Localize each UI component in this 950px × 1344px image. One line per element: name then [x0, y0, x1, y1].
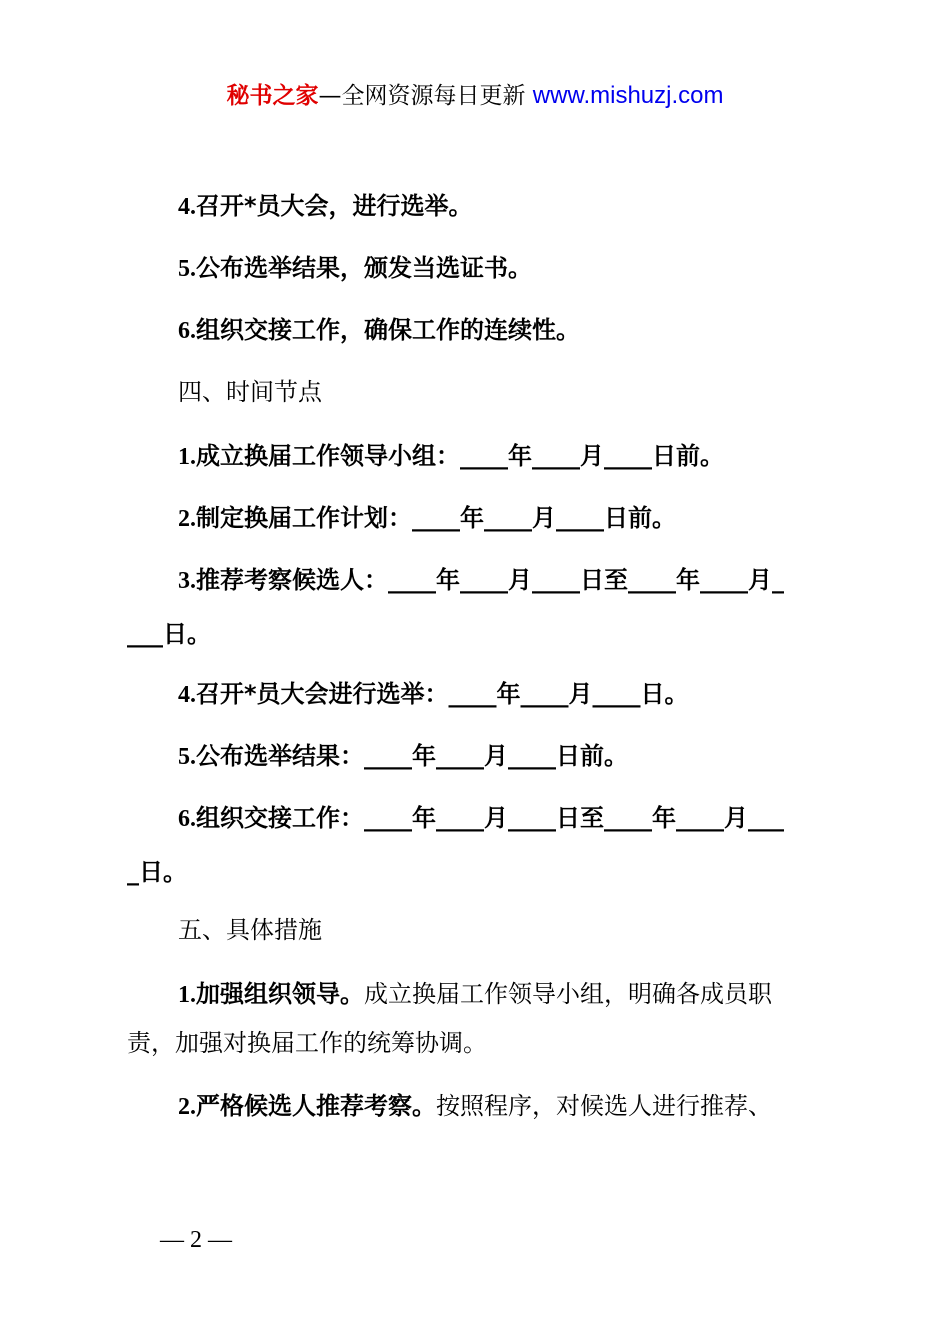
- page-number: — 2 —: [160, 1227, 232, 1253]
- step-6: [127, 314, 837, 347]
- section-heading-5: 五、具体措施: [178, 916, 322, 944]
- item-text: 组织交接工作：____年____月____日至____年____月___: [196, 804, 784, 832]
- step-text: 召开*员大会，进行选举。: [196, 192, 473, 220]
- timeline-item-1: [127, 440, 837, 473]
- measure-1-continued: 责，加强对换届工作的统筹协调。: [127, 1029, 487, 1057]
- measure-text: 成立换届工作领导小组，明确各成员职: [364, 980, 772, 1008]
- header-tagline: —全网资源每日更新: [318, 83, 533, 109]
- timeline-item-6-continued: _日。: [127, 858, 187, 886]
- item-text: 成立换届工作领导小组：____年____月____日前。: [196, 442, 724, 470]
- item-number: 1.: [178, 444, 196, 470]
- step-text: 组织交接工作，确保工作的连续性。: [196, 316, 580, 344]
- measure-1: [127, 978, 837, 1011]
- item-text: 公布选举结果：____年____月____日前。: [196, 742, 628, 770]
- site-header: [0, 80, 950, 112]
- item-text: 召开*员大会进行选举：____年____月____日。: [196, 680, 689, 708]
- measure-title: 严格候选人推荐考察。: [196, 1092, 436, 1120]
- step-number: 6.: [178, 318, 196, 344]
- item-number: 2.: [178, 506, 196, 532]
- item-number: 4.: [178, 682, 196, 708]
- site-url-link[interactable]: www.mishuzj.com: [532, 82, 724, 109]
- step-4: [127, 190, 837, 223]
- measure-number: 2.: [178, 1094, 196, 1120]
- timeline-item-4: [127, 678, 837, 711]
- measure-number: 1.: [178, 982, 196, 1008]
- item-number: 3.: [178, 568, 196, 594]
- timeline-item-3: [127, 564, 837, 597]
- step-text: 公布选举结果，颁发当选证书。: [196, 254, 532, 282]
- measure-title: 加强组织领导。: [196, 980, 364, 1008]
- step-5: [127, 252, 837, 285]
- item-text: 制定换届工作计划：____年____月____日前。: [196, 504, 676, 532]
- step-number: 4.: [178, 194, 196, 220]
- measure-text: 按照程序，对候选人进行推荐、: [436, 1092, 772, 1120]
- item-number: 6.: [178, 806, 196, 832]
- item-number: 5.: [178, 744, 196, 770]
- section-heading-4: 四、时间节点: [178, 378, 322, 406]
- timeline-item-3-continued: ___日。: [127, 620, 211, 648]
- timeline-item-6: [127, 802, 837, 835]
- measure-2: [127, 1090, 837, 1123]
- brand-name: 秘书之家: [226, 83, 319, 109]
- timeline-item-5: [127, 740, 837, 773]
- step-number: 5.: [178, 256, 196, 282]
- item-text: 推荐考察候选人：____年____月____日至____年____月_: [196, 566, 784, 594]
- timeline-item-2: [127, 502, 837, 535]
